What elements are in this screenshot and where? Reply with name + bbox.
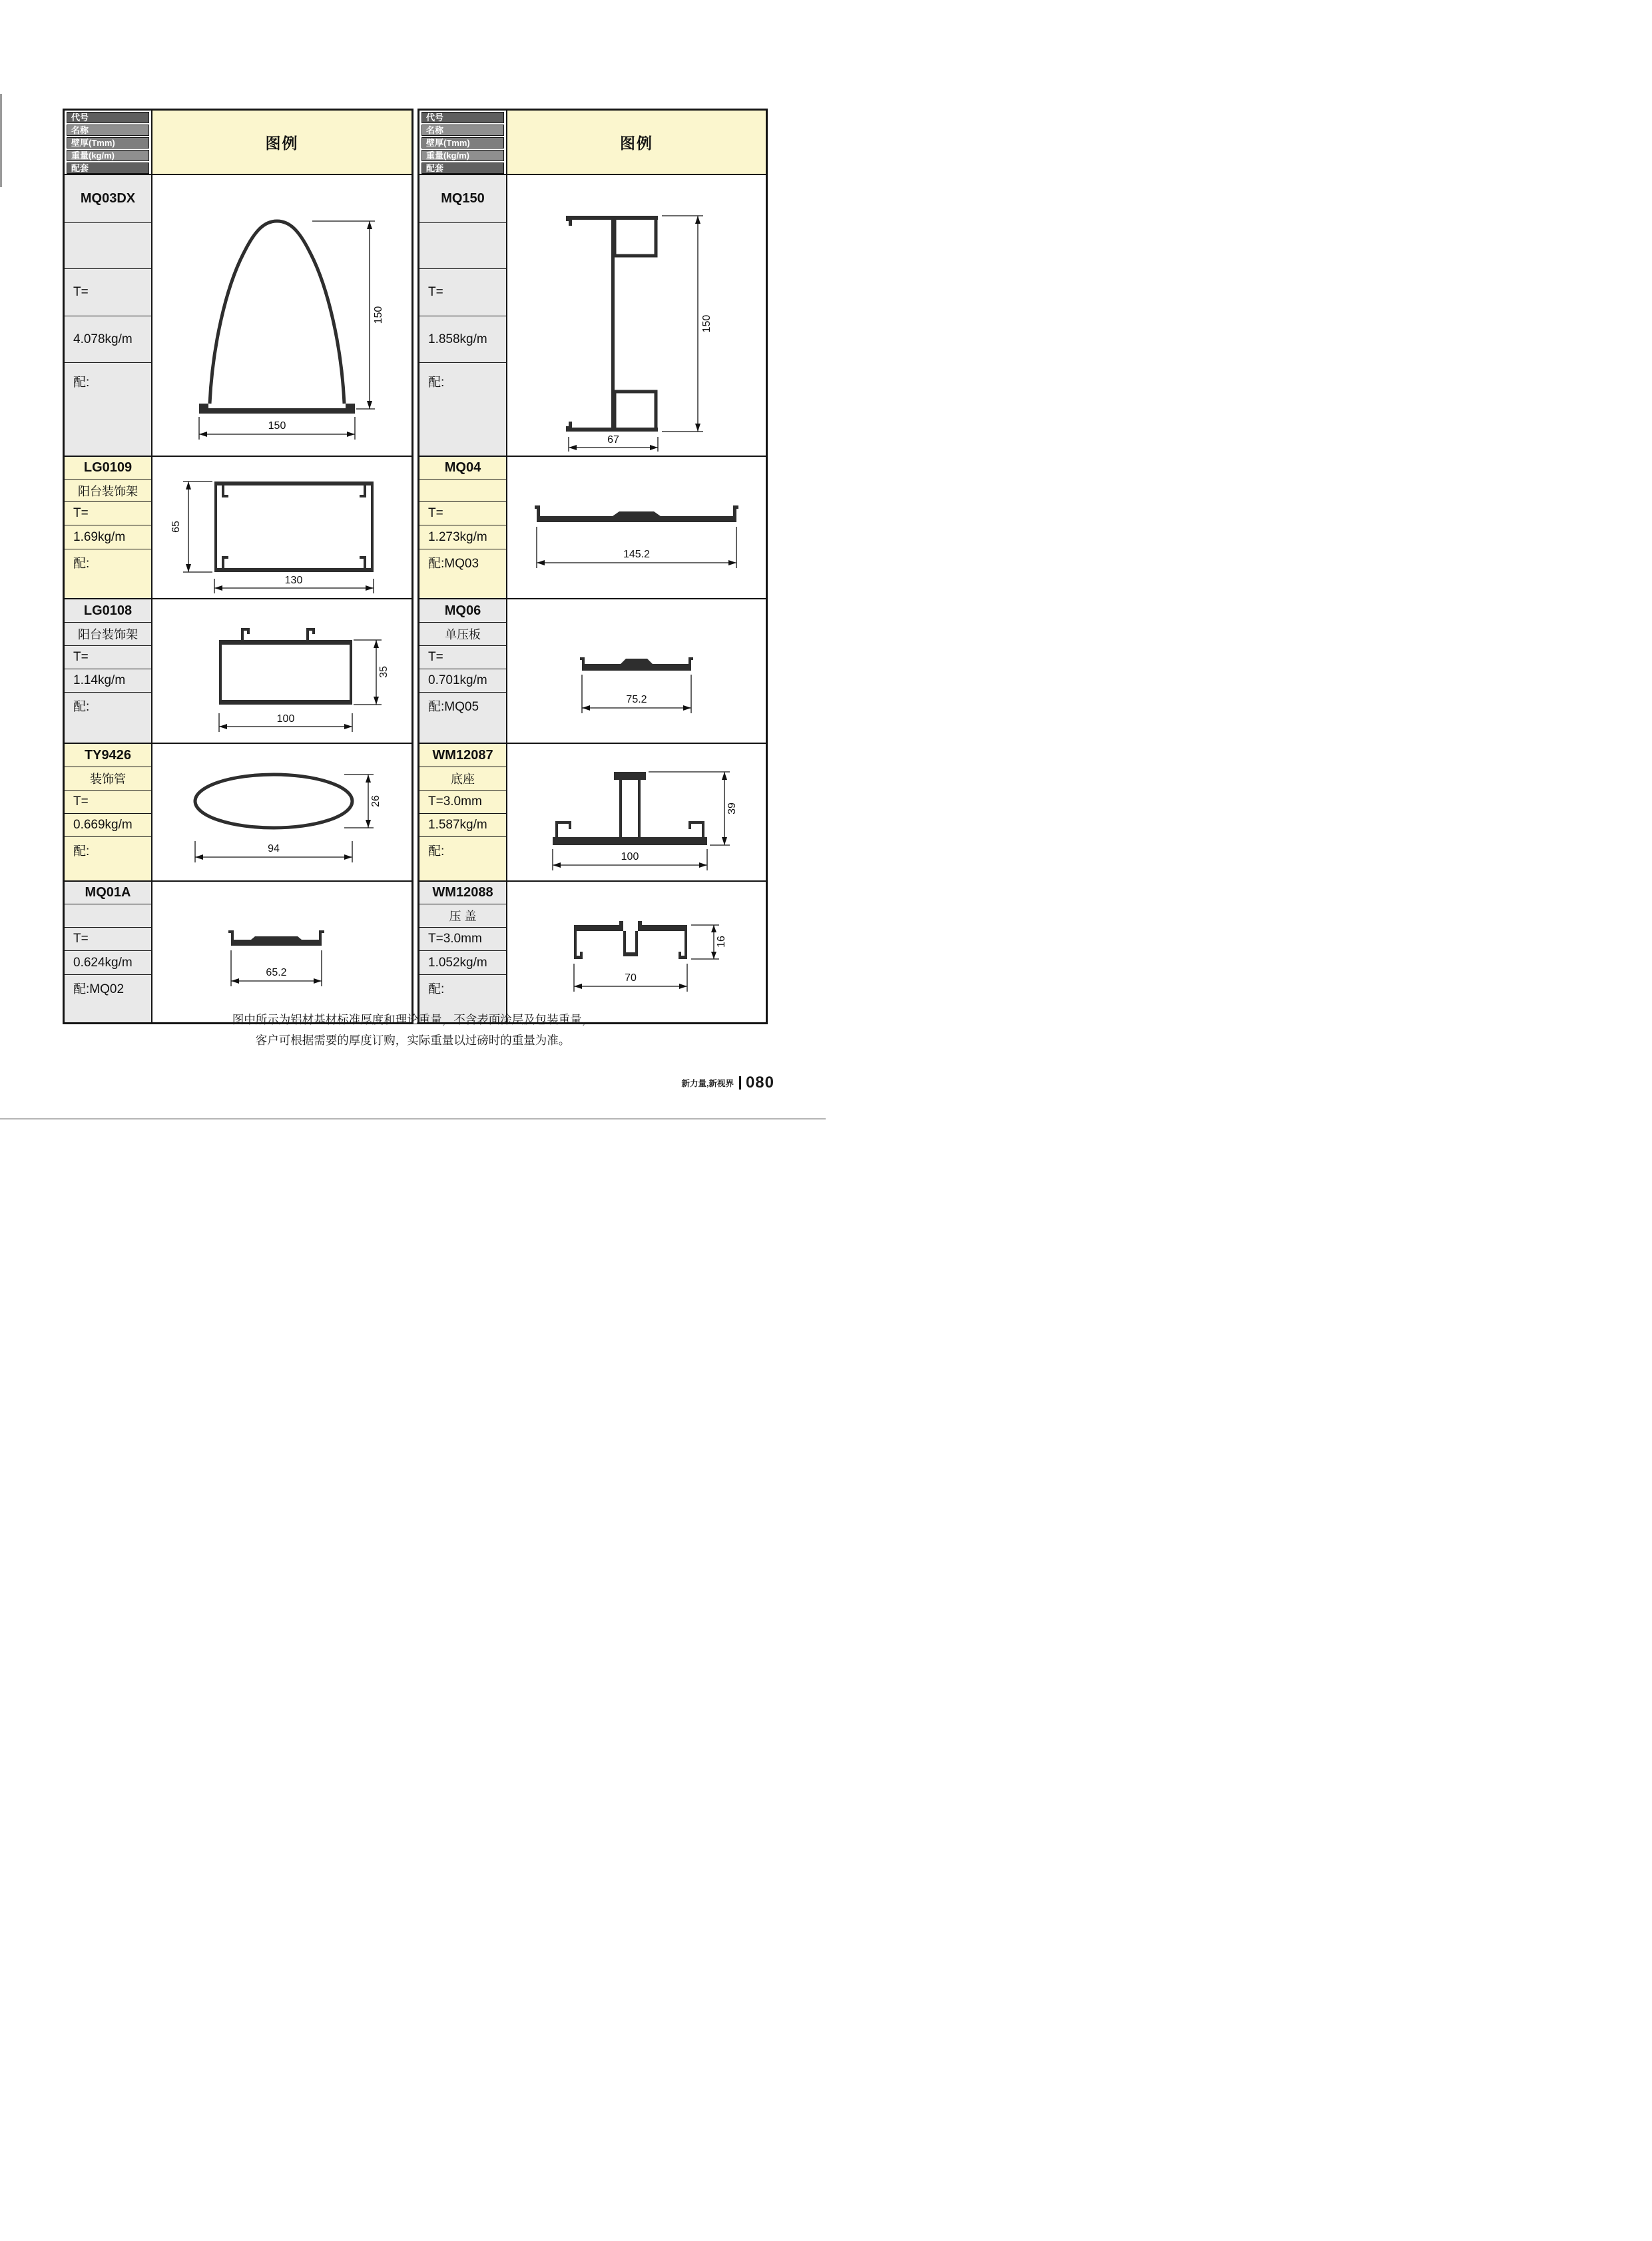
right-profile-table [417,109,768,1024]
catalog-page [0,0,826,1120]
row-labels [65,599,152,743]
cell-name: 底座 [419,767,506,791]
cell-weight: 1.858kg/m [419,316,506,363]
header-accessory: 配套 [67,162,149,174]
left-table-header [65,111,412,175]
cell-accessory: 配:MQ02 [65,975,151,1022]
cell-name: 阳台装饰架 [65,480,151,502]
legend-cell [152,882,412,1022]
cell-accessory: 配: [65,693,151,743]
dim-height-label: 150 [373,306,384,324]
dim-height-label: 65 [170,521,182,533]
legend-cell [507,744,766,880]
dim-width-label: 100 [621,851,639,862]
cell-name [419,223,506,269]
cell-thickness: T=3.0mm [419,791,506,814]
cell-thickness: T=3.0mm [419,928,506,951]
legend-cell [152,599,412,743]
left-crop-mark [0,94,2,187]
header-name: 名称 [67,125,149,136]
cell-name: 装饰管 [65,767,151,791]
cell-weight: 1.587kg/m [419,814,506,837]
profile-drawing-mq150 [507,177,766,454]
table-row [65,882,412,1022]
dim-height-label: 16 [716,936,727,948]
profile-drawing-wm12088 [507,882,766,1022]
dim-width-label: 150 [268,420,286,432]
cell-thickness: T= [419,502,506,525]
cell-accessory: 配: [65,363,151,456]
cell-name [65,904,151,928]
dim-height-label: 150 [701,314,712,333]
legend-cell [507,599,766,743]
cell-thickness: T= [419,646,506,669]
row-labels [419,599,507,743]
cell-code: WM12087 [419,744,506,767]
row-labels [419,457,507,598]
footnote [0,1010,826,1050]
dim-width-label: 75.2 [626,694,647,705]
dim-height-label: 26 [370,795,382,807]
cell-weight: 1.273kg/m [419,525,506,549]
cell-thickness: T= [65,502,151,525]
header-code: 代号 [67,112,149,123]
header-code: 代号 [421,112,504,123]
profile-drawing-wm12087 [507,744,766,880]
row-labels [65,175,152,456]
header-weight: 重量(kg/m) [67,150,149,161]
dim-width-label: 100 [276,713,295,725]
cell-weight: 0.624kg/m [65,951,151,975]
profile-drawing-lg0108 [152,600,412,742]
header-thickness: 壁厚(Tmm) [421,137,504,149]
cell-weight: 1.69kg/m [65,525,151,549]
table-row [419,882,766,1022]
cell-code: MQ01A [65,882,151,904]
cell-accessory: 配: [65,549,151,598]
cell-weight: 4.078kg/m [65,316,151,363]
header-thickness: 壁厚(Tmm) [67,137,149,149]
cell-code: MQ04 [419,457,506,480]
profile-drawing-mq04 [507,458,766,597]
dim-height-label: 39 [726,802,738,814]
right-table-header [419,111,766,175]
legend-cell [507,457,766,598]
cell-thickness: T= [419,269,506,316]
footnote-line2: 客户可根据需要的厚度订购，实际重量以过磅时的重量为准。 [255,1033,571,1047]
cell-weight: 1.14kg/m [65,669,151,693]
table-row [419,457,766,599]
legend-cell [507,882,766,1022]
cell-code: MQ03DX [65,175,151,223]
header-label-column [65,111,152,174]
page-footer [681,1074,774,1092]
legend-cell [152,457,412,598]
cell-thickness: T= [65,269,151,316]
cell-accessory: 配: [419,363,506,456]
cell-name: 阳台装饰架 [65,623,151,646]
table-row [65,175,412,457]
profile-drawing-mq06 [507,600,766,742]
row-labels [65,457,152,598]
header-weight: 重量(kg/m) [421,150,504,161]
cell-accessory: 配:MQ05 [419,693,506,743]
cell-accessory: 配: [419,975,506,1022]
dim-width-label: 70 [625,972,637,984]
cell-thickness: T= [65,791,151,814]
footer-brand: 新力量,新视界 [681,1079,734,1088]
footnote-line1: 图中所示为铝材基材标准厚度和理论重量，不含表面涂层及包装重量， [232,1013,594,1026]
dim-width-label: 94 [268,843,280,854]
cell-weight: 0.701kg/m [419,669,506,693]
profile-drawing-mq03dx [152,177,412,454]
row-labels [419,744,507,880]
table-row [65,457,412,599]
cell-thickness: T= [65,646,151,669]
legend-cell [152,175,412,456]
header-label-column [419,111,507,174]
header-name: 名称 [421,125,504,136]
legend-cell [152,744,412,880]
footer-page-number: 080 [745,1074,774,1092]
row-labels [419,882,507,1022]
profile-drawing-mq01a [152,882,412,1022]
row-labels [419,175,507,456]
row-labels [65,744,152,880]
cell-name: 压 盖 [419,904,506,928]
dim-width-label: 67 [607,434,619,446]
cell-accessory: 配:MQ03 [419,549,506,598]
profile-drawing-ty9426 [152,744,412,880]
cell-weight: 1.052kg/m [419,951,506,975]
header-legend: 图例 [152,111,412,174]
cell-code: LG0108 [65,599,151,623]
cell-name [65,223,151,269]
bottom-page-edge [0,1118,826,1120]
table-row [65,599,412,744]
cell-code: MQ06 [419,599,506,623]
cell-thickness: T= [65,928,151,951]
cell-accessory: 配: [65,837,151,880]
table-row [419,744,766,882]
header-legend: 图例 [507,111,766,174]
cell-code: MQ150 [419,175,506,223]
cell-name: 单压板 [419,623,506,646]
dim-width-label: 65.2 [266,967,287,978]
cell-accessory: 配: [419,837,506,880]
dim-width-label: 145.2 [623,549,651,560]
dim-height-label: 35 [378,666,390,678]
header-accessory: 配套 [421,162,504,174]
table-row [419,175,766,457]
cell-name [419,480,506,502]
left-profile-table [63,109,413,1024]
row-labels [65,882,152,1022]
table-row [65,744,412,882]
cell-code: TY9426 [65,744,151,767]
legend-cell [507,175,766,456]
cell-weight: 0.669kg/m [65,814,151,837]
cell-code: WM12088 [419,882,506,904]
table-row [419,599,766,744]
profile-drawing-lg0109 [152,458,412,597]
footer-divider [739,1076,741,1090]
cell-code: LG0109 [65,457,151,480]
dim-width-label: 130 [284,575,303,586]
